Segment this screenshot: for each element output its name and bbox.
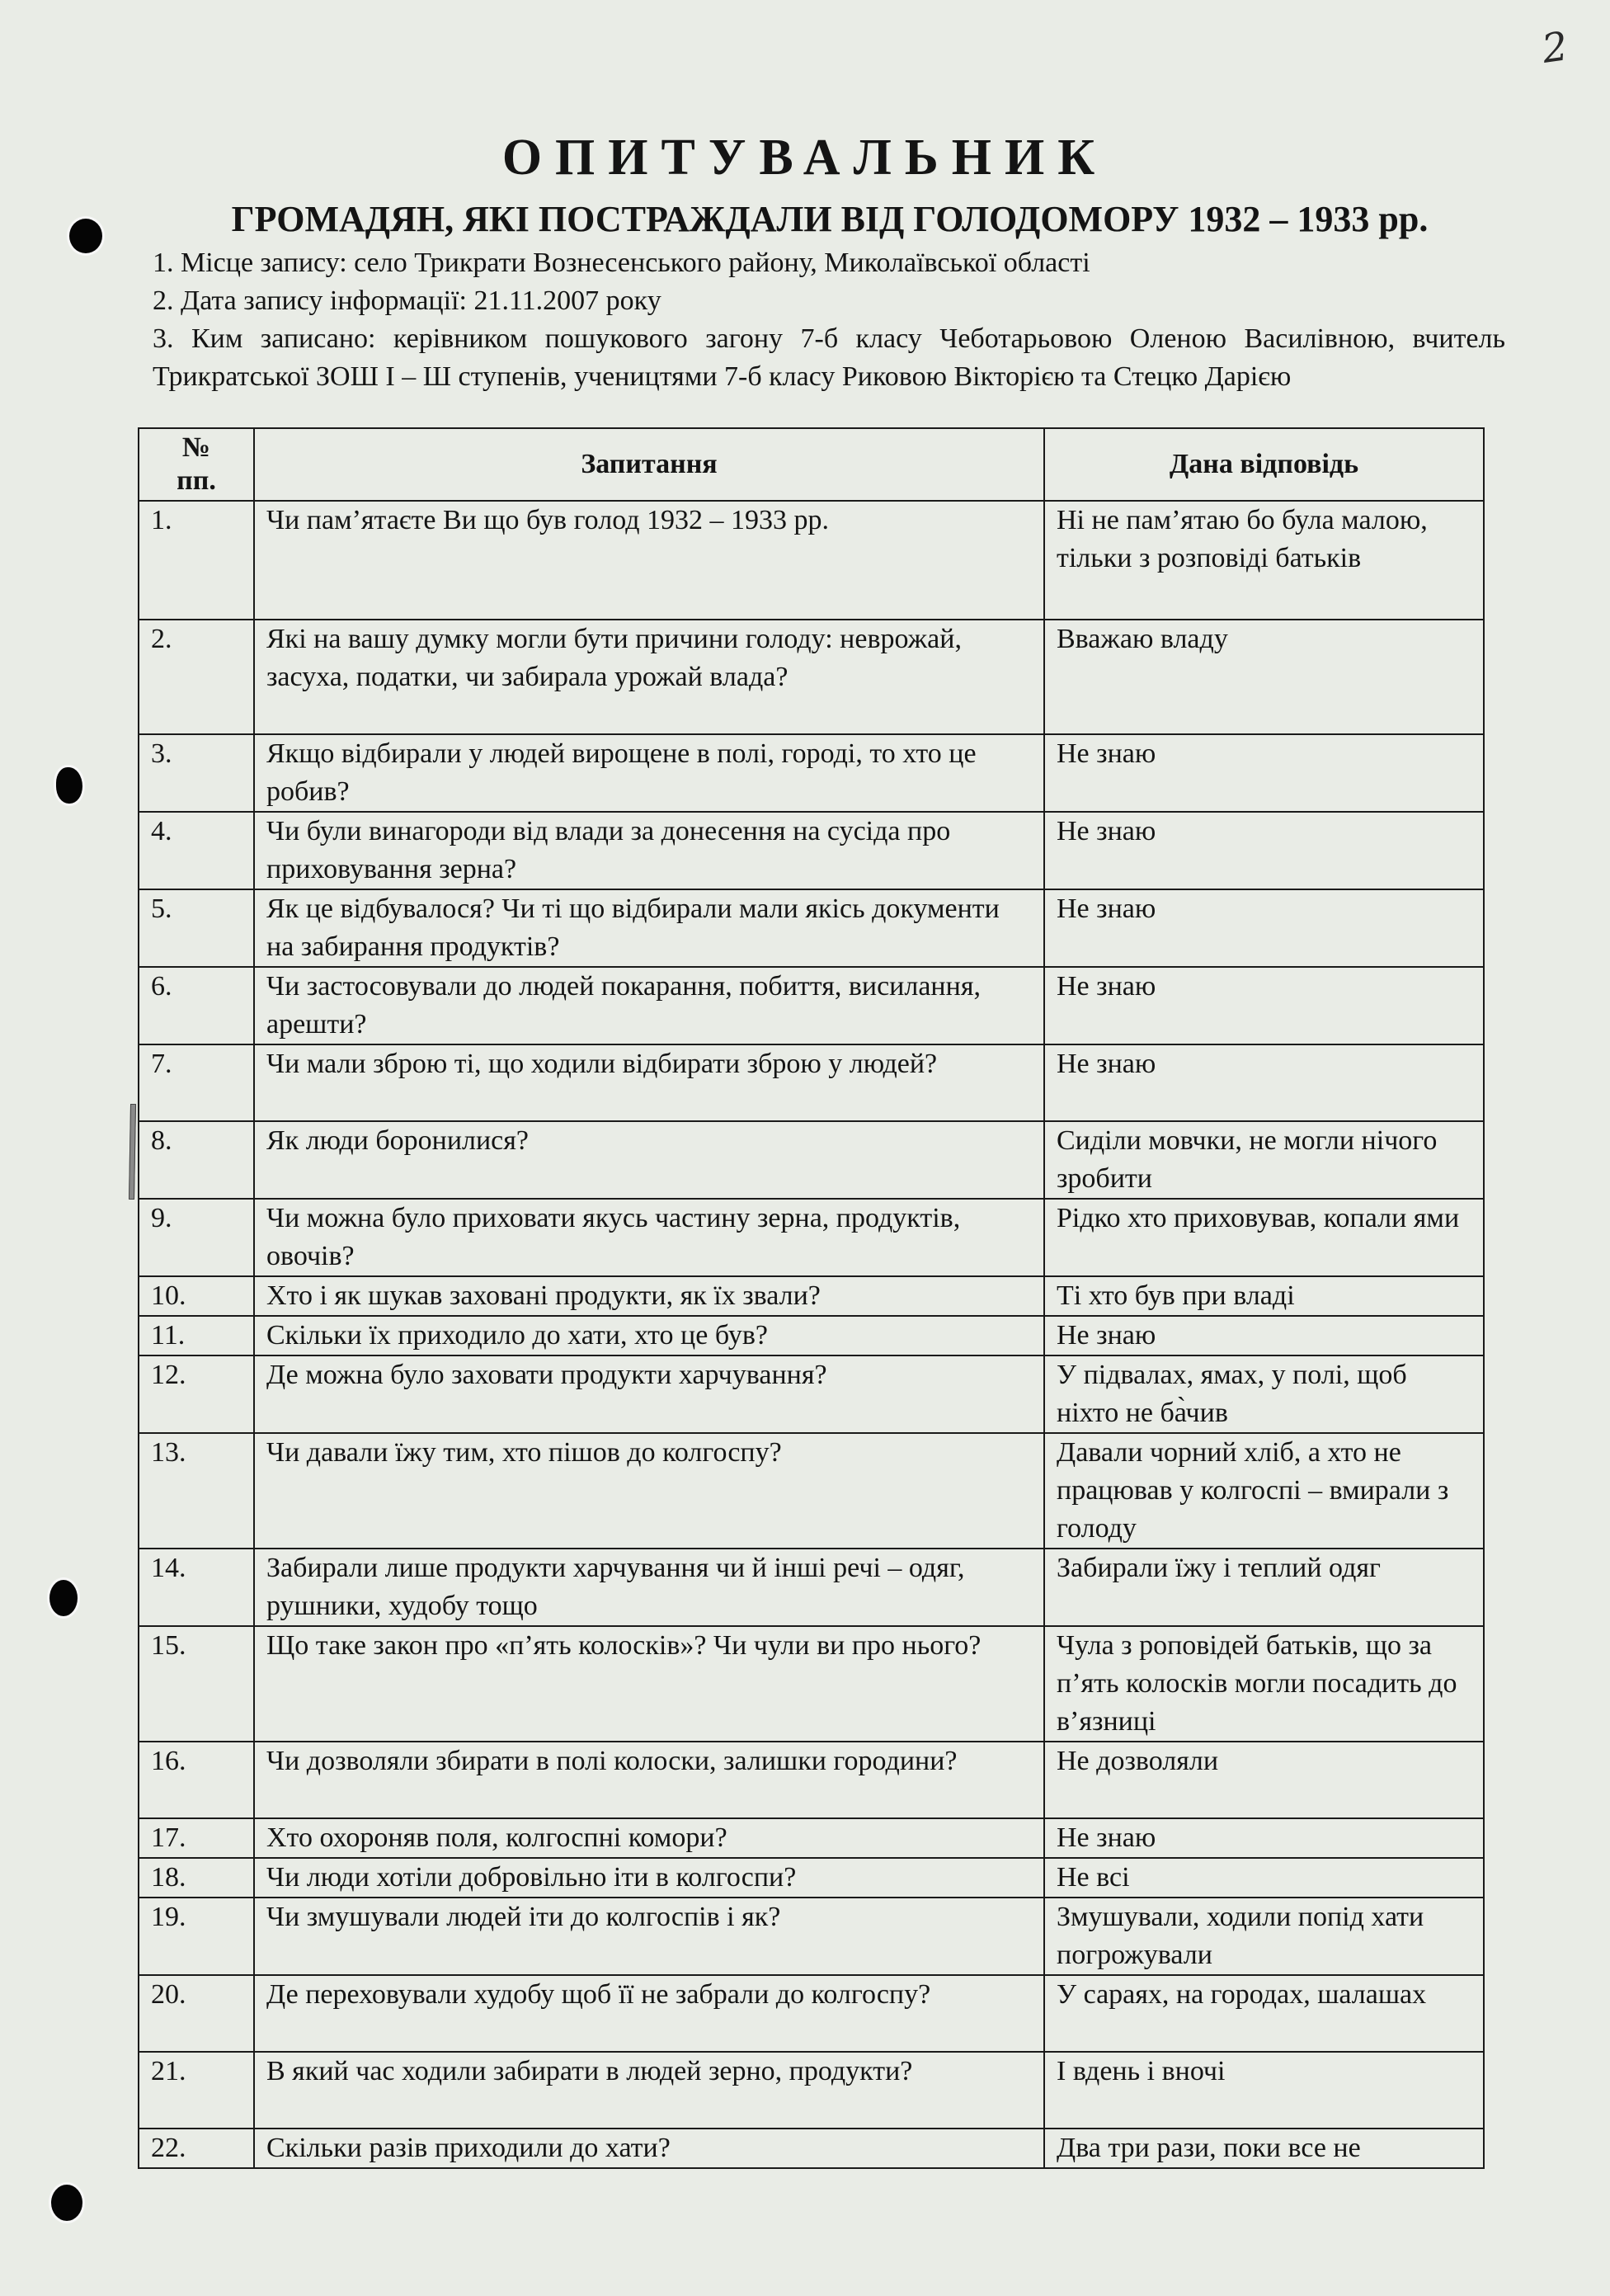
row-number: 6. — [139, 967, 254, 1044]
row-question: Як люди боронилися? — [254, 1121, 1044, 1199]
row-question: Де переховували худобу щоб її не забрали до колгоспу? — [254, 1975, 1044, 2052]
row-answer: Не знаю — [1044, 1818, 1484, 1858]
row-answer: Давали чорний хліб, а хто не працював у колгоспі – вмирали з голоду — [1044, 1433, 1484, 1549]
row-number: 19. — [139, 1898, 254, 1975]
row-question: Чи мали зброю ті, що ходили відбирати зброю у людей? — [254, 1044, 1044, 1121]
table-row — [139, 620, 1484, 734]
row-number: 5. — [139, 889, 254, 967]
row-number: 4. — [139, 812, 254, 889]
row-number: 14. — [139, 1549, 254, 1626]
row-number: 18. — [139, 1858, 254, 1898]
header-answer: Дана відповідь — [1044, 428, 1484, 501]
row-number: 8. — [139, 1121, 254, 1199]
row-answer: Вважаю владу — [1044, 620, 1484, 734]
row-answer: Сиділи мовчки, не могли нічого зробити — [1044, 1121, 1484, 1199]
info-recorded-by: 3. Ким записано: керівником пошукового загону 7-б класу Чеботарьовою Оленою Василівною, вчитель Трикратської ЗОШ І – Ш ступенів, учеництями 7-б класу Риковою Вікторією та Стецко Дарією — [153, 323, 1505, 392]
row-question: Хто і як шукав заховані продукти, як їх звали? — [254, 1276, 1044, 1316]
document-title: ОПИТУВАЛЬНИК — [501, 130, 1109, 186]
row-number: 3. — [139, 734, 254, 812]
row-answer: У підвалах, ямах, у полі, щоб ніхто не ба̀чив — [1044, 1355, 1484, 1433]
row-answer: Ні не пам’ятаю бо була малою, тільки з розповіді батьків — [1044, 501, 1484, 620]
header-number — [139, 428, 254, 501]
row-number: 17. — [139, 1818, 254, 1858]
row-question: Хто охороняв поля, колгоспні комори? — [254, 1818, 1044, 1858]
document-subtitle: ГРОМАДЯН, ЯКІ ПОСТРАЖДАЛИ ВІД ГОЛОДОМОРУ 1932 – 1933 рр. — [231, 199, 1429, 239]
table-row — [139, 501, 1484, 620]
table-row — [139, 1316, 1484, 1355]
row-answer: У сараях, на городах, шалашах — [1044, 1975, 1484, 2052]
row-answer: Не всі — [1044, 1858, 1484, 1898]
staple-mark — [129, 1104, 136, 1200]
header-number-sign: № — [181, 432, 211, 463]
table-row — [139, 1355, 1484, 1433]
table-row — [139, 1626, 1484, 1742]
row-number: 12. — [139, 1355, 254, 1433]
row-question: Що таке закон про «п’ять колосків»? Чи чули ви про нього? — [254, 1626, 1044, 1742]
table-row — [139, 1975, 1484, 2052]
row-answer: Не знаю — [1044, 812, 1484, 889]
punch-hole — [56, 767, 82, 804]
table-row — [139, 1121, 1484, 1199]
table-row — [139, 2129, 1484, 2168]
punch-hole — [51, 2185, 82, 2221]
row-number: 1. — [139, 501, 254, 620]
handwritten-page-number: 2 — [1539, 23, 1571, 73]
row-answer: Рідко хто приховував, копали ями — [1044, 1199, 1484, 1276]
table-row — [139, 1742, 1484, 1818]
row-number: 15. — [139, 1626, 254, 1742]
table-row — [139, 1818, 1484, 1858]
table-row — [139, 1898, 1484, 1975]
row-question: Чи можна було приховати якусь частину зерна, продуктів, овочів? — [254, 1199, 1044, 1276]
row-question: Де можна було заховати продукти харчування? — [254, 1355, 1044, 1433]
row-number: 10. — [139, 1276, 254, 1316]
table-header-row — [139, 428, 1484, 501]
info-place: 1. Місце запису: село Трикрати Вознесенського району, Миколаївської області — [153, 248, 1090, 278]
row-question: Чи були винагороди від влади за донесення на сусіда про приховування зерна? — [254, 812, 1044, 889]
row-question: Чи змушували людей іти до колгоспів і як? — [254, 1898, 1044, 1975]
row-number: 22. — [139, 2129, 254, 2168]
row-number: 2. — [139, 620, 254, 734]
row-answer: Забирали їжу і теплий одяг — [1044, 1549, 1484, 1626]
row-question: Які на вашу думку могли бути причини голоду: неврожай, засуха, податки, чи забирала урожай влада? — [254, 620, 1044, 734]
row-number: 7. — [139, 1044, 254, 1121]
row-number: 20. — [139, 1975, 254, 2052]
row-answer: Не знаю — [1044, 889, 1484, 967]
info-date: 2. Дата запису інформації: 21.11.2007 року — [153, 285, 661, 316]
row-answer: Не дозволяли — [1044, 1742, 1484, 1818]
table-row — [139, 1549, 1484, 1626]
row-number: 13. — [139, 1433, 254, 1549]
table-row — [139, 734, 1484, 812]
row-answer: Не знаю — [1044, 1316, 1484, 1355]
table-row — [139, 967, 1484, 1044]
row-number: 9. — [139, 1199, 254, 1276]
row-answer: Не знаю — [1044, 967, 1484, 1044]
table-row — [139, 2052, 1484, 2129]
table-row — [139, 1433, 1484, 1549]
row-answer: І вдень і вночі — [1044, 2052, 1484, 2129]
row-question: Чи застосовували до людей покарання, побиття, висилання, арешти? — [254, 967, 1044, 1044]
row-question: Чи давали їжу тим, хто пішов до колгоспу? — [254, 1433, 1044, 1549]
table-row — [139, 1858, 1484, 1898]
row-answer: Не знаю — [1044, 1044, 1484, 1121]
punch-hole — [49, 1580, 78, 1616]
row-question: Як це відбувалося? Чи ті що відбирали мали якісь документи на забирання продуктів? — [254, 889, 1044, 967]
row-number: 16. — [139, 1742, 254, 1818]
row-answer: Не знаю — [1044, 734, 1484, 812]
table-row — [139, 1044, 1484, 1121]
header-number-abbr: пп. — [177, 465, 216, 496]
table-row — [139, 1276, 1484, 1316]
row-number: 21. — [139, 2052, 254, 2129]
row-answer: Два три рази, поки все не — [1044, 2129, 1484, 2168]
table-row — [139, 1199, 1484, 1276]
row-question: Чи люди хотіли добровільно іти в колгоспи? — [254, 1858, 1044, 1898]
row-answer: Ті хто був при владі — [1044, 1276, 1484, 1316]
row-question: В який час ходили забирати в людей зерно, продукти? — [254, 2052, 1044, 2129]
row-number: 11. — [139, 1316, 254, 1355]
row-question: Забирали лише продукти харчування чи й інші речі – одяг, рушники, худобу тощо — [254, 1549, 1044, 1626]
table-row — [139, 889, 1484, 967]
row-question: Скільки разів приходили до хати? — [254, 2129, 1044, 2168]
header-question: Запитання — [254, 428, 1044, 501]
row-answer: Змушували, ходили попід хати погрожували — [1044, 1898, 1484, 1975]
questionnaire-table — [138, 427, 1485, 2169]
row-question: Чи дозволяли збирати в полі колоски, залишки городини? — [254, 1742, 1044, 1818]
row-question: Якщо відбирали у людей вирощене в полі, городі, то хто це робив? — [254, 734, 1044, 812]
row-answer: Чула з роповідей батьків, що за п’ять колосків могли посадить до в’язниці — [1044, 1626, 1484, 1742]
row-question: Скільки їх приходило до хати, хто це був? — [254, 1316, 1044, 1355]
table-row — [139, 812, 1484, 889]
row-question: Чи пам’ятаєте Ви що був голод 1932 – 1933 рр. — [254, 501, 1044, 620]
